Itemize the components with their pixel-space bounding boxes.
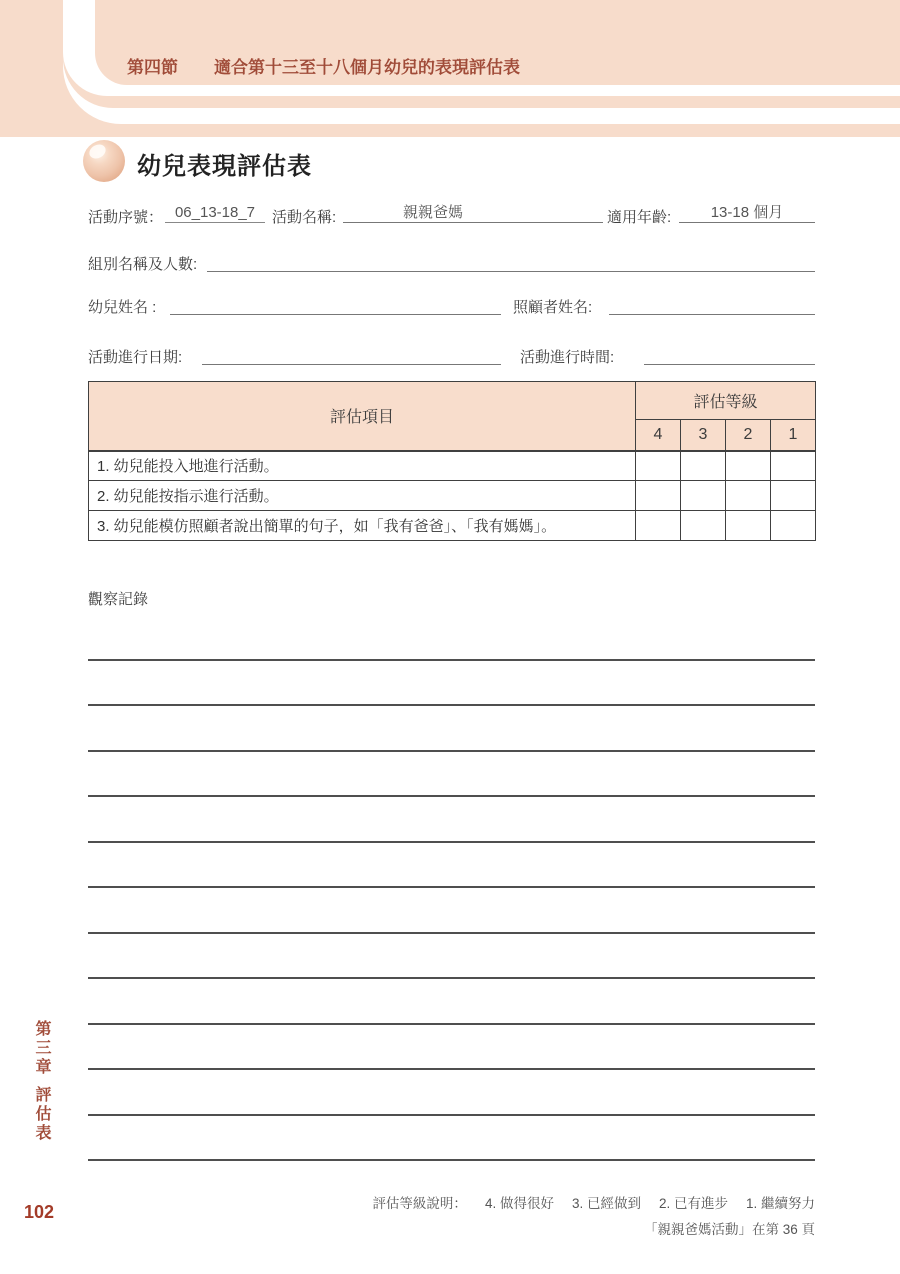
header-title-panel xyxy=(95,0,900,85)
group-field[interactable] xyxy=(207,251,815,272)
item-header-cell: 評估項目 xyxy=(89,382,636,451)
rating-level-1: 1 xyxy=(771,420,816,451)
observation-line[interactable] xyxy=(88,1068,815,1070)
rating-cell[interactable] xyxy=(636,481,681,511)
legend-label: 評估等級說明： xyxy=(372,1196,467,1211)
time-label: 活動進行時間: xyxy=(520,349,615,366)
legend-item: 2. 已有進步 xyxy=(658,1196,728,1211)
date-label: 活動進行日期: xyxy=(88,349,183,366)
caregiver-label: 照顧者姓名: xyxy=(513,299,593,316)
observation-line[interactable] xyxy=(88,977,815,979)
assessment-table xyxy=(88,381,816,541)
item-text: 1. 幼兒能投入地進行活動。 xyxy=(89,451,636,481)
legend-item: 4. 做得很好 xyxy=(484,1196,554,1211)
rating-cell[interactable] xyxy=(726,511,771,541)
activity-name-label: 活動名稱: xyxy=(272,209,337,226)
item-text: 2. 幼兒能按指示進行活動。 xyxy=(89,481,636,511)
observation-line[interactable] xyxy=(88,659,815,661)
rating-cell[interactable] xyxy=(771,511,816,541)
observation-line[interactable] xyxy=(88,795,815,797)
page-number: 102 xyxy=(24,1202,55,1222)
observation-line[interactable] xyxy=(88,1023,815,1025)
time-field[interactable] xyxy=(644,344,815,365)
table-row xyxy=(89,481,816,511)
header-title xyxy=(127,53,520,78)
observation-line[interactable] xyxy=(88,750,815,752)
age-label: 適用年齡: xyxy=(607,209,672,226)
rating-cell[interactable] xyxy=(636,451,681,481)
rating-cell[interactable] xyxy=(771,481,816,511)
page-title: 幼兒表現評估表 xyxy=(137,153,312,180)
table-row xyxy=(89,451,816,481)
observation-line[interactable] xyxy=(88,1159,815,1161)
observation-line[interactable] xyxy=(88,886,815,888)
legend-item: 1. 繼續努力 xyxy=(745,1196,815,1211)
bullet-ball-icon xyxy=(83,140,125,182)
group-label: 組別名稱及人數: xyxy=(88,256,198,273)
section-title: 適合第十三至十八個月幼兒的表現評估表 xyxy=(214,58,520,77)
activity-reference: 「親親爸媽活動」在第 36 頁 xyxy=(643,1222,815,1237)
rating-level-3: 3 xyxy=(681,420,726,451)
rating-legend xyxy=(372,1192,815,1212)
rating-cell[interactable] xyxy=(636,511,681,541)
rating-cell[interactable] xyxy=(681,481,726,511)
activity-no-field[interactable]: 06_13-18_7 xyxy=(165,202,265,223)
observation-line[interactable] xyxy=(88,841,815,843)
activity-name-field[interactable]: 親親爸媽 xyxy=(343,202,603,223)
rating-cell[interactable] xyxy=(681,451,726,481)
child-name-field[interactable] xyxy=(170,294,501,315)
rating-cell[interactable] xyxy=(726,481,771,511)
table-row xyxy=(89,511,816,541)
rating-level-4: 4 xyxy=(636,420,681,451)
rating-cell[interactable] xyxy=(771,451,816,481)
rating-cell[interactable] xyxy=(726,451,771,481)
sidebar-section: 評估表 xyxy=(33,1086,50,1143)
child-name-label: 幼兒姓名 : xyxy=(88,299,157,316)
date-field[interactable] xyxy=(202,344,501,365)
observation-line[interactable] xyxy=(88,1114,815,1116)
activity-no-label: 活動序號： xyxy=(88,209,164,226)
section-label: 第四節 xyxy=(127,58,178,77)
caregiver-field[interactable] xyxy=(609,294,815,315)
observation-line[interactable] xyxy=(88,704,815,706)
item-text: 3. 幼兒能模仿照顧者說出簡單的句子，如「我有爸爸」、「我有媽媽」。 xyxy=(89,511,636,541)
rating-cell[interactable] xyxy=(681,511,726,541)
sidebar-chapter: 第三章 xyxy=(33,1020,50,1077)
observation-label: 觀察記錄 xyxy=(88,591,149,608)
age-field[interactable]: 13-18 個月 xyxy=(679,202,815,223)
observation-line[interactable] xyxy=(88,932,815,934)
rating-level-2: 2 xyxy=(726,420,771,451)
legend-item: 3. 已經做到 xyxy=(571,1196,641,1211)
rating-header-cell: 評估等級 xyxy=(636,382,816,420)
